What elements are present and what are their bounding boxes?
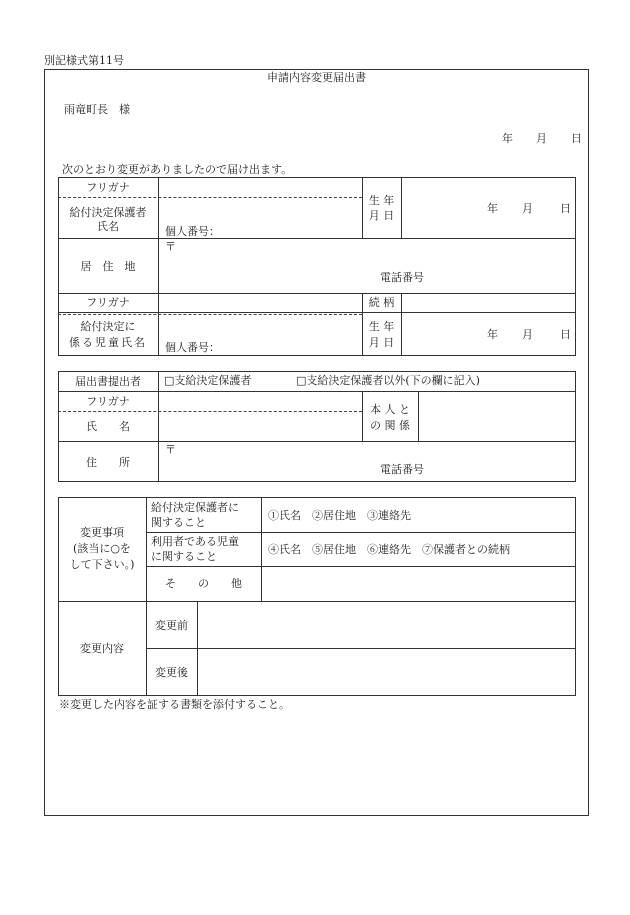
date-year-label: 年: [502, 132, 513, 145]
child-birth-day: 日: [560, 328, 571, 341]
submitter-name-label: 氏 名: [86, 420, 130, 433]
child-birth-label-1: 生 年: [368, 320, 395, 333]
changes-row2-options[interactable]: ④氏名 ⑤居住地 ⑥連絡先 ⑦保護者との続柄: [268, 543, 510, 556]
child-name-label-2: 係る児童氏名: [69, 336, 147, 349]
child-birth-year: 年: [487, 328, 498, 341]
addressee: 雨竜町長 様: [64, 103, 130, 116]
guardian-name-label-2: 氏名: [97, 220, 119, 233]
guardian-individual-number-label: 個人番号：: [165, 225, 220, 238]
submitter-postal-mark: 〒: [165, 443, 176, 456]
child-individual-number-label: 個人番号：: [165, 341, 220, 354]
changes-other-label: そ の 他: [165, 577, 242, 590]
child-birth-month: 月: [522, 328, 533, 341]
changes-row1-label-1: 給付決定保護者に: [151, 501, 239, 514]
date-month-label: 月: [536, 132, 547, 145]
attachment-note: ※変更した内容を証する書類を添付すること。: [59, 698, 290, 711]
submitter-label: 届出書提出者: [75, 375, 141, 388]
guardian-postal-mark: 〒: [165, 240, 176, 253]
guardian-name-label-1: 給付決定保護者: [69, 206, 147, 219]
changes-label-1: 変更事項: [80, 526, 124, 539]
form-number: 別記様式第11号: [44, 54, 124, 67]
changes-content-label: 変更内容: [80, 642, 124, 655]
changes-row2-label-1: 利用者である児童: [151, 535, 239, 548]
submitter-furigana-label: フリガナ: [86, 395, 130, 408]
guardian-birth-year: 年: [487, 202, 498, 215]
guardian-furigana-label: フリガナ: [86, 181, 130, 194]
changes-row1-options[interactable]: ①氏名 ②居住地 ③連絡先: [268, 509, 411, 522]
child-relation-label: 続 柄: [368, 296, 395, 309]
submitter-address-label: 住 所: [86, 456, 130, 469]
changes-row1-label-2: 関すること: [151, 516, 206, 529]
submitter-relation-label-2: の 関 係: [370, 419, 410, 432]
child-name-label-1: 給付決定に: [80, 320, 136, 333]
changes-row2-label-2: に関すること: [151, 550, 217, 563]
guardian-birth-label-2: 月 日: [368, 209, 395, 222]
intro-text: 次のとおり変更がありましたので届け出ます。: [62, 163, 293, 176]
guardian-birth-day: 日: [560, 202, 571, 215]
child-birth-label-2: 月 日: [368, 336, 395, 349]
changes-after-label: 変更後: [155, 666, 188, 679]
guardian-birth-label-1: 生 年: [368, 194, 395, 207]
child-furigana-label: フリガナ: [86, 296, 130, 309]
changes-label-3: して下さい。): [69, 558, 135, 571]
guardian-phone-label: 電話番号: [380, 271, 424, 284]
submitter-phone-label: 電話番号: [380, 463, 424, 476]
changes-label-2: (該当に○を: [73, 542, 131, 555]
guardian-address-label: 居 住 地: [80, 260, 136, 273]
submitter-option-other[interactable]: □支給決定保護者以外(下の欄に記入): [296, 374, 480, 387]
submitter-relation-label-1: 本 人 と: [370, 403, 410, 416]
submitter-option-guardian[interactable]: □支給決定保護者: [164, 374, 252, 387]
changes-before-label: 変更前: [155, 619, 188, 632]
date-day-label: 日: [571, 132, 582, 145]
form-title: 申請内容変更届出書: [267, 71, 366, 84]
guardian-birth-month: 月: [522, 202, 533, 215]
